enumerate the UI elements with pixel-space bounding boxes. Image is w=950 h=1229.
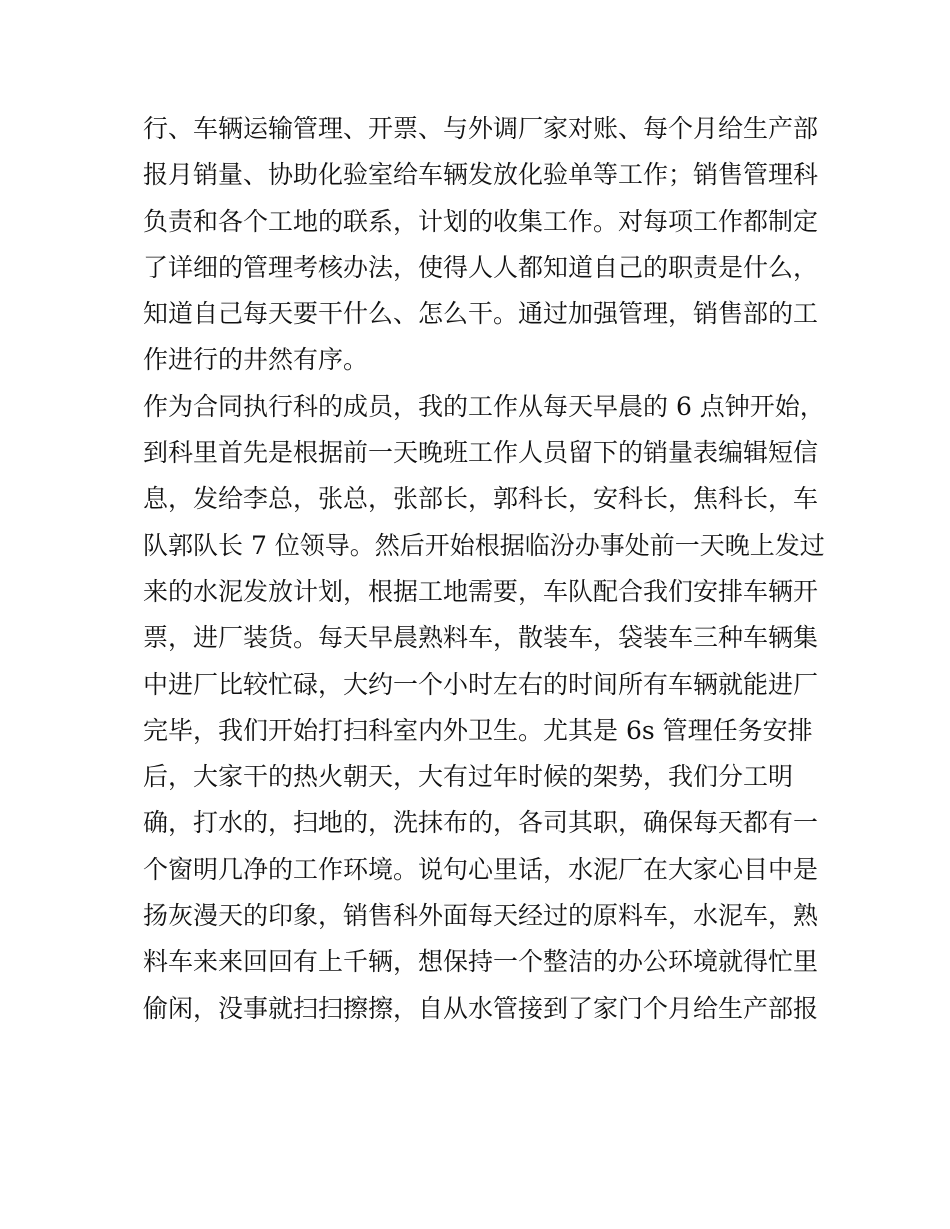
text-line: 作为合同执行科的成员，我的工作从每天早晨的 6 点钟开始， [143,391,825,421]
document-body-text [143,106,823,1032]
text-line: 行、车辆运输管理、开票、与外调厂家对账、每个月给生产部 [143,114,819,143]
text-line: 作进行的井然有序。 [143,345,369,375]
text-line: 了详细的管理考核办法，使得人人都知道自己的职责是什么， [143,252,819,282]
text-line: 偷闲，没事就扫扫擦擦，自从水管接到了家门个月给生产部报 [143,993,819,1023]
text-line: 队郭队长 7 位领导。然后开始根据临汾办事处前一天晚上发过 [143,530,825,560]
text-line: 个窗明几净的工作环境。说句心里话，水泥厂在大家心目中是 [143,854,819,884]
text-line: 负责和各个工地的联系，计划的收集工作。对每项工作都制定 [143,206,819,236]
text-line: 扬灰漫天的印象，销售科外面每天经过的原料车，水泥车，熟 [143,901,819,931]
text-line: 料车来来回回有上千辆，想保持一个整洁的办公环境就得忙里 [143,947,819,977]
text-line: 知道自己每天要干什么、怎么干。通过加强管理，销售部的工 [143,299,819,329]
text-line: 息，发给李总，张总，张部长，郭科长，安科长，焦科长，车 [143,484,819,514]
text-line: 确，打水的，扫地的，洗抹布的，各司其职，确保每天都有一 [143,808,819,838]
text-line: 后，大家干的热火朝天，大有过年时候的架势，我们分工明 [143,762,794,792]
text-line: 中进厂比较忙碌，大约一个小时左右的时间所有车辆就能进厂 [143,669,819,699]
text-line: 票，进厂装货。每天早晨熟料车，散装车，袋装车三种车辆集 [143,623,819,653]
text-line: 完毕，我们开始打扫科室内外卫生。尤其是 6s 管理任务安排 [143,715,813,745]
text-line: 来的水泥发放计划，根据工地需要，车队配合我们安排车辆开 [143,576,819,606]
text-line: 报月销量、协助化验室给车辆发放化验单等工作；销售管理科 [143,160,819,190]
text-line: 到科里首先是根据前一天晚班工作人员留下的销量表编辑短信 [143,438,819,468]
